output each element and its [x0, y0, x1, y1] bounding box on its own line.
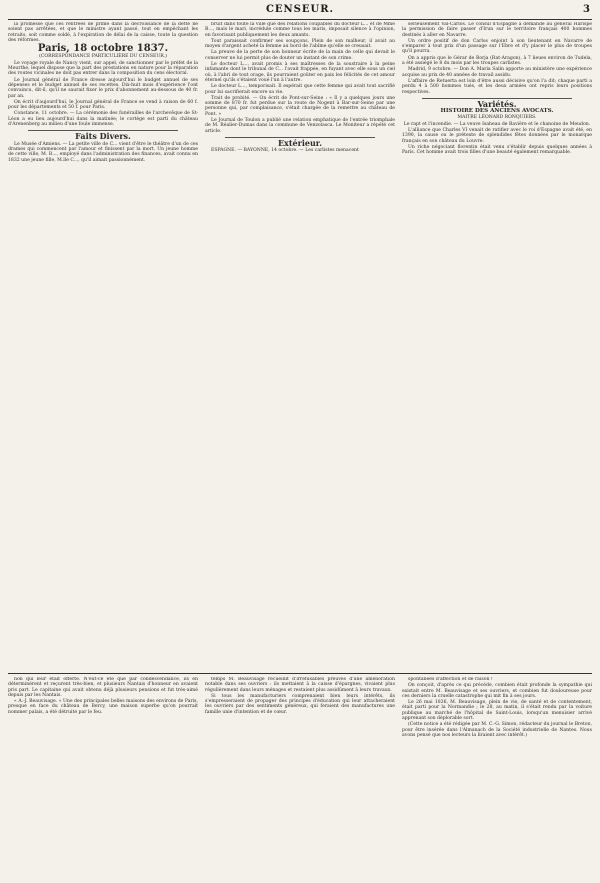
story-subtitle-2: Le rapt et l'incendie. — La veuve Isaheau de Bavière et le chanoine de Meudon. [403, 121, 591, 127]
bottom-column-2 [205, 677, 395, 877]
col2-paragraph: Le docteur L..., avait promis à ses maîtresses de la soustraire à la peine infamante dont le tribunal de C... l'avait frappée, en fuyant avec elle sous un ciel où, à l'abri de tout orage, ils pourraient goûter en paix les félicités de cet amour éternel qu'ils s'étaient voué l'un à l'autre. [205, 62, 395, 83]
col2-paragraph: Le Journal de Toulon a publié une relation emphatique de l'entrée triomphale de M. Réalier-Dumas dans la commune de Venzolasca. Le Moniteur a répété cet article. [205, 118, 395, 134]
col2-paragraph: bruit dans toute la ville que des relations coupables du docteur L... et de Mme B..., mais le mari, incrédule comme tous les maris, imposait silence à l'opinion, en favorisant publiquement les deux amants. [205, 22, 395, 38]
bottom-paragraph: On conçoit, d'après ce qui précède, combien était profonde la sympathie qui existait entre M. Beauvisage et ses ouvriers, et combien fut douloureuse pour ces derniers la cruelle catastrophe qui mit fin à ses jours. [402, 683, 592, 699]
bottom-paragraph: spontanées d'affection et de raison ! [408, 677, 493, 682]
bottom-paragraph: « A.-J. Beauvisage. » Une des principales belles maisons des environs de Paris, presque en face du château de Bercy, une maison superbe qu'on pourrait nommer palais, a été détruite par le feu. [8, 699, 198, 715]
top-rule [8, 19, 592, 20]
faits-divers-heading: Faits Divers. [75, 131, 131, 142]
col2-paragraph: Le docteur L..., temporisait. Il espérait que cette femme qui avait tout sacrifié pour lui sacrifierait encore sa vie. [205, 84, 395, 95]
newspaper-title: CENSEUR. [265, 4, 335, 15]
column-2 [205, 22, 395, 670]
exterieur-heading: Extérieur. [277, 137, 323, 148]
col2-paragraph: Trait de probité. — On écrit de Pont-sur-Seine : « Il y a quelques jours une somme de 870 fr. fut perdue sur la route de Nogent à Bar-sur-Seine par une personne qui, par complaisance, s'était chargée de la remettre au château de Pont. » [205, 95, 395, 117]
page-number: 3 [583, 4, 590, 15]
bottom-column-1 [8, 677, 198, 877]
bottom-paragraph: Si tous les manufacturiers comprenaient bien leurs intérêts, ils s'empresseraient de propager des principes d'éducation qui leur attacheraient les ouvriers par des sentiments généreux, qui feraient des manufactures une famille unie d'intention et de cœur. [205, 693, 395, 715]
col3-paragraph: Un ordre positif de don Carlos enjoint à son lieutenant en Navarre de s'emparer à tout prix d'un passage sur l'Ebre et d'y placer le plus de troupes qu'il pourra. [402, 38, 592, 55]
col3-paragraph: Un riche négociant florentin était venu s'établir depuis quelques années à Paris. Cet homme avait trois filles d'une beauté également remarquable. [402, 144, 592, 156]
feuilleton-rule [8, 673, 592, 674]
col3-paragraph: sérieusement Val-Carlos. Le consul d'Espagne a demandé au général Harispe la permission de faire passer d'Irun sur le territoire français 400 hommes destinés à aller en Navarre. [402, 22, 592, 38]
masthead [0, 4, 600, 18]
col3-paragraph: L'affaire de Retuerta est loin d'être aussi décisive qu'on l'a dit; chaque parti a perdu 4 à 500 hommes tués, et les deux armées ont repris leurs positions respectives. [402, 78, 592, 95]
col1-paragraph: Le voyage royale de Nancy vient, sur appel, de sanctionner par le préfet de la Meurthe, lequel dispose que la part des prestations en nature pour la réparation des routes vicinales ne doit pas entrer dans la composition du cens électoral. [8, 60, 198, 77]
col1-paragraph: Le Journal général de France dresse aujourd'hui le budget annuel de ses dépenses et le budget annuel de ses recettes. Dix-huit mois d'expérience l'ont convaincu, dit-il, qu'il ne saurait fixer le prix d'abonnement au-dessous de 40 fr. par an. [8, 77, 198, 99]
col1-paragraph: Le Musée d'Amiens. — La petite ville de C... vient d'être le théâtre d'un de ces drames qui commencent par l'amour et finissent par la mort. Un jeune homme de cette ville, M. B..., employé dans l'administration des finances, avait connu en 1832 une jeune fille, M.lle C..., qu'il aimait passionnément. [8, 141, 198, 163]
col3-paragraph: On a appris que le Gérar de Borja (Rat-Aragon), à 7 lieues environ de Tudela, a été assiégé le 8 du mois par les troupes carlistes. [402, 55, 592, 67]
bottom-paragraph: (Cette notice a été rédigée par M. C.-G. Simon, rédacteur du journal le Breton, pour être insérée dans l'Almanach de la Société industrielle de Nantes. Nous avons pensé que nos lecteurs la liraient avec intérêt.) [402, 722, 592, 738]
story-subtitle: MAITRE LÉONARD RONQUIERS. [457, 115, 537, 121]
varietes-heading: Variétés. [477, 98, 517, 109]
column-3 [402, 22, 592, 670]
correspondence-note: (CORRESPONDANCE PARTICULIÈRE DU CENSEUR.) [39, 54, 167, 60]
col3-paragraph: L'alliance que Charles VI venait de ratifier avec le roi d'Espagne avait été, en 1390, la cause ou le prétexte de splendides fêtes données par le monarque français en son château du Louvre. [402, 128, 592, 144]
bottom-paragraph: non qui leur était offerte. N'eût-ce été que par condescendance, ils en déterminèrent et reçurent très-bien, et plusieurs Nantais d'honneur en avaient pris part. Le capitaine qui avait obtenu déjà plusieurs pensions et fut très-aimé depuis par les Nantais. [8, 677, 198, 698]
story-title: HISTOIRE DES ANCIENS AVOCATS. [440, 108, 554, 115]
bottom-paragraph: Le 26 mai 1836, M. Beauvisage, plein de vie, de santé et de contentement, était parti pour la Normandie ; le 28, au matin, il s'était rendu par la voiture publique au marché de l'hôpital de Saint-Louis, lorsqu'un menuisier arrivé apprenant son déplorable sort. [402, 700, 592, 722]
intro-text: la promesse que ces rentrées de prime dans la décroissance de la dette ne soient pas arrêtées, et que le ministre ayant passé, tout en empêchant les retraits, soit comme soldé, à l'expiration de délai de la caisse, toute la question des réformes. [8, 22, 198, 43]
col1-paragraph: Constance, 11 octobre. — La cérémonie des funérailles de l'archevêque de St-Léon a eu lieu aujourd'hui dans la matinée; le cortège est parti du château d'Arenenberg au milieu d'une foule immense. [8, 111, 198, 128]
col2-paragraph: Tout paraissait confirmer ses soupçons. Plein de son malheur, il avait au moyen d'argent acheté la femme au bord de l'abîme qu'elle se creusait. [205, 38, 395, 50]
bottom-column-3 [402, 677, 592, 877]
col2-paragraph: ESPAGNE. — BAYONNE, 14 octobre. — Les carlistes menacent [211, 148, 359, 154]
column-1 [8, 22, 198, 670]
col2-paragraph: La preuve de la perte de son honneur écrite de la main de celle qui devait le conserver ne lui permit plus de douter un instant de son crime. [205, 50, 395, 61]
bottom-paragraph: temps M. Beauvisage recueillit d'irréfusables preuves d'une amélioration notable dans ses ouvriers : ils mettaient à la caisse d'épargnes, vivaient plus régulièrement dans leurs ménages et restaient plus assidûment à leurs travaux. [205, 677, 395, 693]
col1-paragraph: On écrit d'aujourd'hui, le Journal général de France se vend à raison de 60 f. pour les départements et 50 f. pour Paris. [8, 99, 198, 111]
col3-paragraph: Madrid, 9 octobre. — Don A. Maria Salin apporte au ministère une expérience acquise au prix de 40 années de travail assidu. [402, 67, 592, 78]
paris-heading: Paris, 18 octobre 1837. [37, 43, 169, 55]
